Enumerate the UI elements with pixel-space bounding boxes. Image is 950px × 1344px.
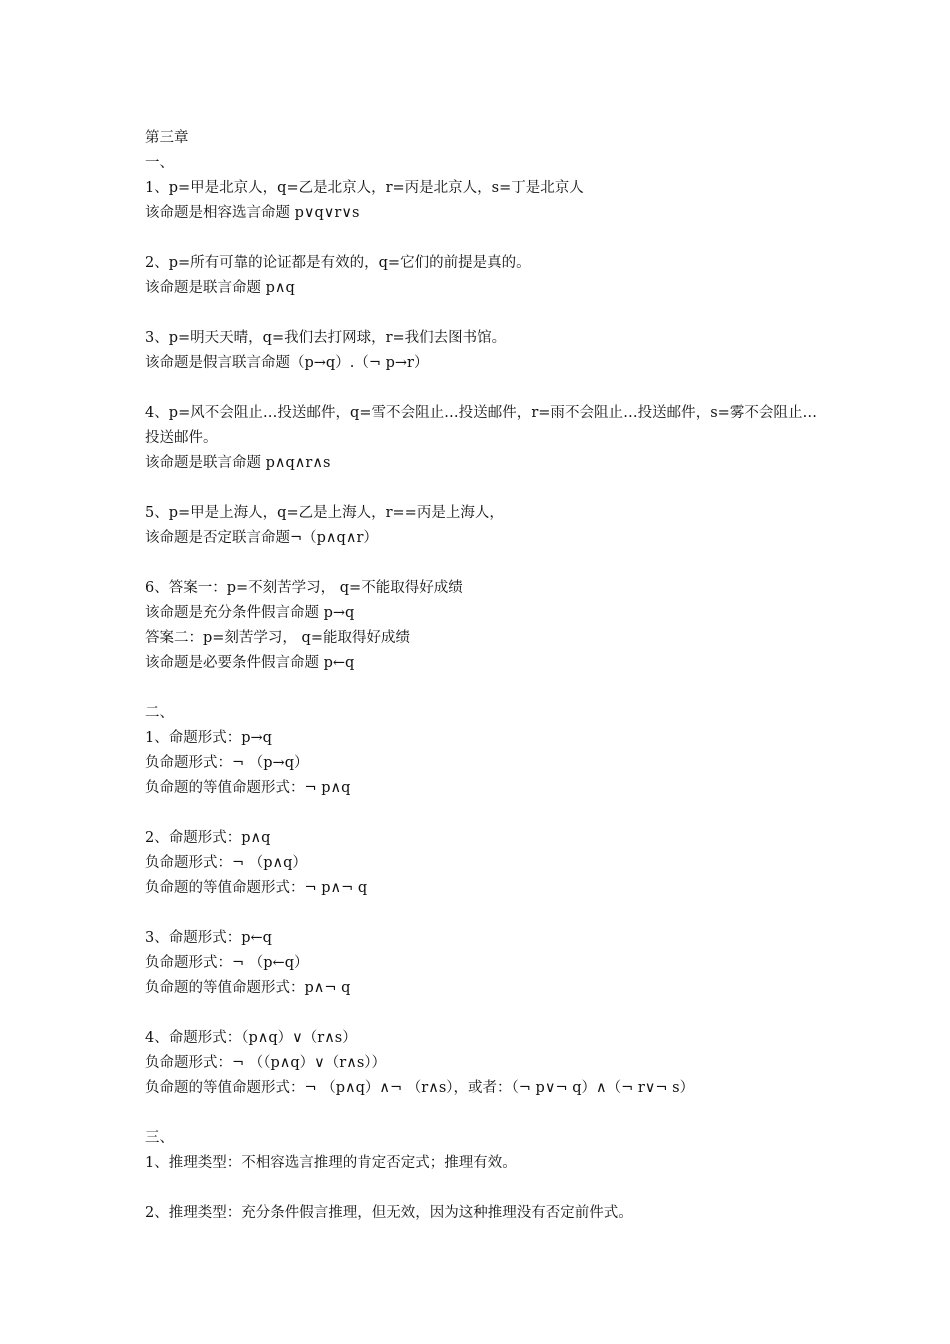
spacer [145, 801, 817, 826]
s3-item2: 2、推理类型：充分条件假言推理，但无效，因为这种推理没有否定前件式。 [145, 1205, 633, 1221]
s1-item6-line4: 该命题是必要条件假言命题 p←q [145, 655, 355, 671]
spacer [145, 676, 817, 701]
s1-item1-line1: 1、p=甲是北京人，q=乙是北京人，r=丙是北京人，s=丁是北京人 [145, 180, 584, 196]
s2-item1-negation: 负命题形式：¬ （p→q） [145, 755, 309, 771]
s2-item3-form: 3、命题形式：p←q [145, 930, 272, 946]
s1-item5-line1: 5、p=甲是上海人，q=乙是上海人，r==丙是上海人， [145, 505, 504, 521]
s1-item4-line2: 该命题是联言命题 p∧q∧r∧s [145, 455, 331, 471]
spacer [145, 376, 817, 401]
s1-item6-line1: 6、答案一：p=不刻苦学习， q=不能取得好成绩 [145, 580, 463, 596]
spacer [145, 476, 817, 501]
s2-item1-form: 1、命题形式：p→q [145, 730, 272, 746]
s2-item1-equivalent: 负命题的等值命题形式：¬ p∧q [145, 780, 351, 796]
s1-item2-line1: 2、p=所有可靠的论证都是有效的，q=它们的前提是真的。 [145, 255, 531, 271]
s2-item4-form: 4、命题形式：（p∧q）∨（r∧s） [145, 1030, 357, 1046]
section-heading-2: 二、 [145, 705, 174, 721]
s1-item6-line3: 答案二：p=刻苦学习， q=能取得好成绩 [145, 630, 410, 646]
spacer [145, 551, 817, 576]
spacer [145, 226, 817, 251]
s2-item4-negation: 负命题形式：¬ （（p∧q）∨（r∧s）） [145, 1055, 387, 1071]
s1-item3-line2: 该命题是假言联言命题（p→q）.（¬ p→r） [145, 355, 429, 371]
spacer [145, 301, 817, 326]
s2-item4-equivalent: 负命题的等值命题形式：¬ （p∧q）∧¬ （r∧s），或者：（¬ p∨¬ q）∧（¬ r∨¬ s） [145, 1080, 695, 1096]
s2-item2-equivalent: 负命题的等值命题形式：¬ p∧¬ q [145, 880, 368, 896]
chapter-title: 第三章 [145, 130, 189, 146]
s2-item2-form: 2、命题形式：p∧q [145, 830, 271, 846]
s1-item3-line1: 3、p=明天天晴，q=我们去打网球，r=我们去图书馆。 [145, 330, 507, 346]
s1-item6-line2: 该命题是充分条件假言命题 p→q [145, 605, 355, 621]
spacer [145, 901, 817, 926]
spacer [145, 1001, 817, 1026]
s3-item1: 1、推理类型：不相容选言推理的肯定否定式；推理有效。 [145, 1155, 517, 1171]
s1-item1-line2: 该命题是相容选言命题 p∨q∨r∨s [145, 205, 360, 221]
document-page [145, 126, 817, 1226]
s2-item3-negation: 负命题形式：¬ （p←q） [145, 955, 309, 971]
s2-item3-equivalent: 负命题的等值命题形式：p∧¬ q [145, 980, 351, 996]
s1-item4-line1: 4、p=风不会阻止…投送邮件，q=雪不会阻止…投送邮件，r=雨不会阻止…投送邮件，s=雾不会阻止…投送邮件。 [145, 405, 817, 446]
s2-item2-negation: 负命题形式：¬ （p∧q） [145, 855, 307, 871]
spacer [145, 1101, 817, 1126]
section-heading-3: 三、 [145, 1130, 174, 1146]
s1-item2-line2: 该命题是联言命题 p∧q [145, 280, 295, 296]
s1-item5-line2: 该命题是否定联言命题¬（p∧q∧r） [145, 530, 378, 546]
spacer [145, 1176, 817, 1201]
section-heading-1: 一、 [145, 155, 174, 171]
